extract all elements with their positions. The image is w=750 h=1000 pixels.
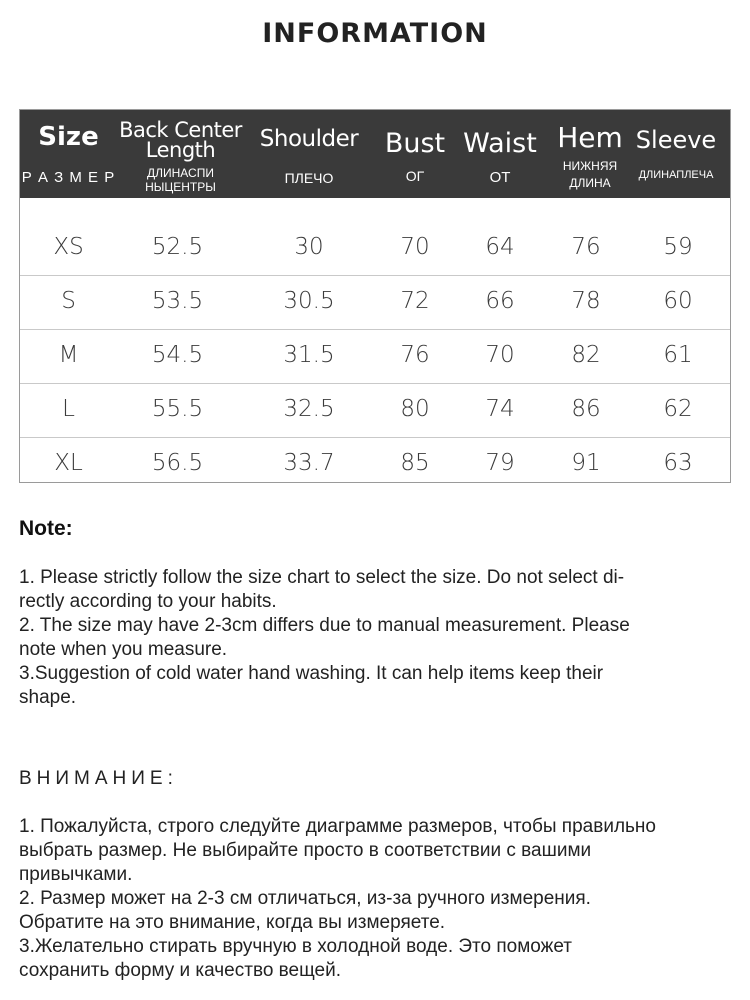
column-header-ru: Р А З М Е Р	[21, 169, 116, 186]
ru-note-line: выбрать размер. Не выбирайте просто в соответствии с вашими	[19, 840, 592, 861]
column-header-en: Hem	[557, 121, 623, 154]
column-header-ru: ДЛИНАСПИ НЫЦЕНТРЫ	[145, 166, 216, 194]
ru-note-line: Обратите на это внимание, когда вы измеряете.	[19, 912, 446, 933]
cell-size: S	[61, 288, 76, 314]
table-row	[20, 435, 730, 489]
ru-note-line: сохранить форму и качество вещей.	[19, 960, 341, 981]
page-title: INFORMATION	[262, 18, 488, 49]
cell-bust: 80	[400, 396, 430, 422]
column-header-bust	[378, 110, 452, 198]
ru-note-line: привычками.	[19, 864, 133, 885]
column-header-shoulder	[254, 110, 364, 198]
table-row	[20, 327, 730, 381]
cell-sleeve: 60	[663, 288, 693, 314]
cell-size: XL	[54, 450, 83, 476]
column-header-size	[20, 110, 117, 198]
cell-waist: 74	[485, 396, 515, 422]
column-header-en: Waist	[463, 128, 537, 159]
column-header-hem	[550, 110, 630, 198]
cell-back-center-length: 52.5	[151, 234, 204, 260]
cell-hem: 82	[571, 342, 601, 368]
column-header-en: Shoulder	[259, 126, 359, 152]
ru-note-line: 2. Размер может на 2-3 см отличаться, из-за ручного измерения.	[19, 888, 591, 909]
cell-hem: 91	[571, 450, 601, 476]
note-line: note when you measure.	[19, 639, 228, 660]
cell-back-center-length: 53.5	[151, 288, 204, 314]
table-row	[20, 381, 730, 435]
cell-size: L	[62, 396, 75, 422]
cell-size: M	[58, 342, 79, 368]
column-header-ru: ОТ	[489, 169, 511, 186]
ru-note-body	[19, 815, 734, 983]
cell-shoulder: 30.5	[283, 288, 335, 314]
note-line: rectly according to your habits.	[19, 591, 277, 612]
ru-note-line: 1. Пожалуйста, строго следуйте диаграмме размеров, чтобы правильно	[19, 816, 656, 837]
note-title: Note:	[19, 517, 73, 540]
cell-hem: 76	[571, 234, 601, 260]
cell-back-center-length: 56.5	[151, 450, 204, 476]
cell-size: XS	[53, 234, 84, 260]
table-row	[20, 219, 730, 273]
column-header-ru: ДЛИНАПЛЕЧА	[638, 169, 714, 181]
cell-bust: 70	[400, 234, 430, 260]
ru-note-title: ВНИМАНИЕ:	[19, 768, 178, 789]
cell-shoulder: 32.5	[283, 396, 335, 422]
cell-bust: 72	[400, 288, 430, 314]
note-line: 1. Please strictly follow the size chart to select the size. Do not select di-	[19, 567, 625, 588]
column-header-en: Sleeve	[635, 126, 717, 154]
column-header-sleeve	[634, 110, 718, 198]
cell-bust: 76	[400, 342, 430, 368]
column-header-en: Back Center Length	[119, 118, 242, 162]
cell-back-center-length: 54.5	[151, 342, 204, 368]
cell-shoulder: 31.5	[283, 342, 335, 368]
cell-waist: 70	[485, 342, 515, 368]
column-header-en: Bust	[384, 128, 446, 159]
cell-back-center-length: 55.5	[151, 396, 204, 422]
note-line: shape.	[19, 687, 77, 708]
size-chart-table	[19, 109, 731, 483]
column-header-ru: ОГ	[405, 168, 425, 184]
cell-waist: 79	[485, 450, 515, 476]
note-line: 2. The size may have 2-3cm differs due to manual measurement. Please	[19, 615, 630, 636]
cell-bust: 85	[400, 450, 430, 476]
cell-sleeve: 62	[663, 396, 693, 422]
cell-sleeve: 61	[663, 342, 693, 368]
column-header-en: Size	[38, 122, 99, 152]
cell-waist: 66	[485, 288, 515, 314]
cell-sleeve: 59	[663, 234, 693, 260]
column-header-back-center-length	[117, 110, 244, 198]
table-row	[20, 273, 730, 327]
ru-note-line: 3.Желательно стирать вручную в холодной воде. Это поможет	[19, 936, 573, 957]
cell-hem: 86	[571, 396, 601, 422]
column-header-waist	[460, 110, 540, 198]
column-header-ru: НИЖНЯЯ ДЛИНА	[562, 159, 618, 190]
cell-shoulder: 33.7	[283, 450, 335, 476]
cell-hem: 78	[571, 288, 601, 314]
cell-shoulder: 30	[294, 234, 324, 260]
table-header	[20, 110, 730, 198]
note-body	[19, 566, 719, 710]
note-line: 3.Suggestion of cold water hand washing. It can help items keep their	[19, 663, 604, 684]
cell-waist: 64	[485, 234, 515, 260]
column-header-ru: ПЛЕЧО	[284, 170, 334, 186]
cell-sleeve: 63	[663, 450, 693, 476]
